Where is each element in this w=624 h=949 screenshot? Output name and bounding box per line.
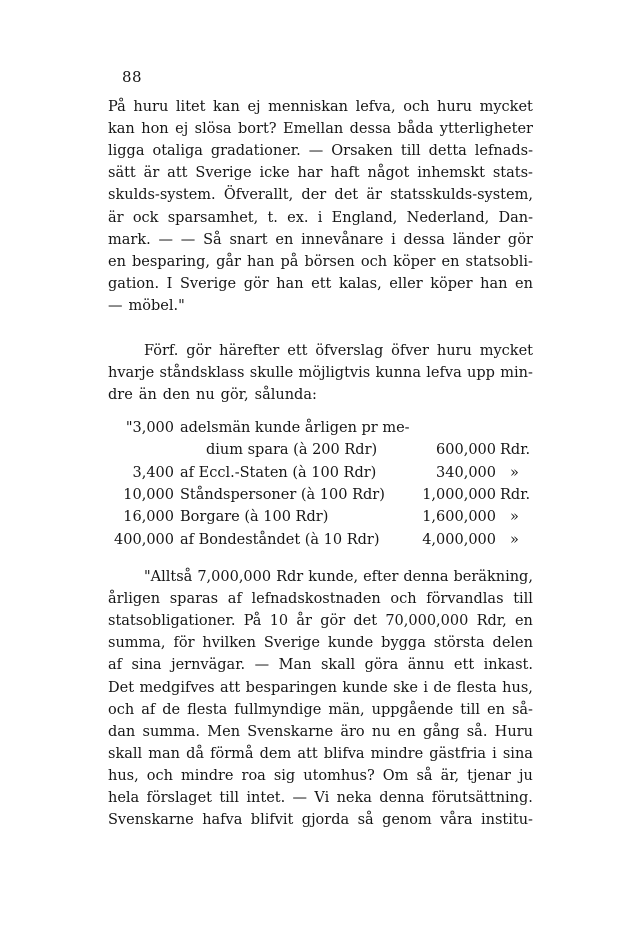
text-line: "Alltså 7,000,000 Rdr kunde, efter denna beräkning,	[144, 569, 533, 585]
text-line: summa, för hvilken Sverige kunde bygga största delen	[108, 635, 533, 652]
table-cell-description: af Eccl.-Staten (à 100 Rdr)	[180, 464, 377, 481]
text-line: gation. I Sverige gör han ett kalas, eller köper han en	[108, 275, 533, 292]
table-cell-unit: Rdr.	[500, 442, 531, 459]
text-line: årligen sparas af lefnadskostnaden och förvandlas till	[108, 591, 533, 608]
text-line: ligga otaliga gradationer. — Orsaken till detta lefnads-	[108, 143, 533, 160]
table-cell-amount: 1,600,000	[422, 509, 496, 526]
table-cell-description: Borgare (à 100 Rdr)	[180, 509, 329, 526]
text-line: af sina jernvägar. — Man skall göra ännu ett inkast.	[108, 657, 533, 674]
table-cell-count: "3,000	[125, 420, 174, 436]
text-line: och af de flesta fullmyndige män, uppgående till en så-	[108, 701, 533, 718]
page-number: 88	[122, 68, 143, 86]
text-line: skall man då förmå dem att blifva mindre gästfria i sina	[108, 745, 533, 762]
table-cell-count: 10,000	[123, 486, 174, 503]
table-cell-count: 400,000	[114, 531, 174, 548]
text-line: dan summa. Men Svenskarne äro nu en gång så. Huru	[108, 723, 533, 740]
text-line: hvarje ståndsklass skulle möjligtvis kunna lefva upp min-	[108, 365, 533, 381]
table-cell-amount: 600,000	[436, 442, 496, 459]
table-cell-unit: »	[510, 531, 519, 548]
table-cell-unit: »	[510, 464, 519, 481]
table-cell-amount: 1,000,000	[422, 486, 496, 503]
table-cell-description: af Bondeståndet (à 10 Rdr)	[180, 531, 380, 548]
table-cell-amount: 340,000	[436, 464, 496, 481]
table-cell-amount: 4,000,000	[422, 531, 496, 548]
table-cell-count: 16,000	[123, 509, 174, 526]
text-line: en besparing, går han på börsen och köper en statsobli-	[108, 253, 533, 270]
text-line: mark. — — Så snart en innevånare i dessa länder gör	[108, 231, 533, 248]
text-line: Svenskarne hafva blifvit gjorda så genom våra institu-	[108, 812, 533, 829]
table-cell-unit: Rdr.	[500, 486, 531, 503]
text-line: hus, och mindre roa sig utomhus? Om så är, tjenar ju	[108, 767, 533, 784]
text-line: kan hon ej slösa bort? Emellan dessa båda ytterligheter	[108, 121, 533, 138]
text-line: statsobligationer. På 10 år gör det 70,000,000 Rdr, en	[108, 613, 533, 630]
text-line: dre än den nu gör, sålunda:	[108, 387, 317, 403]
text-line: skulds-system. Öfverallt, der det är statsskulds-system,	[108, 187, 533, 204]
text-line: sätt är att Sverige icke har haft något inhemskt stats-	[108, 165, 533, 182]
text-line: På huru litet kan ej menniskan lefva, och huru mycket	[108, 99, 533, 115]
table-cell-count: 3,400	[132, 464, 174, 481]
table-cell-description: Ståndspersoner (à 100 Rdr)	[180, 486, 385, 503]
table-cell-description: dium spara (à 200 Rdr)	[206, 442, 378, 459]
text-line: Det medgifves att besparingen kunde ske i de flesta hus,	[108, 679, 533, 696]
text-line: är ock sparsamhet, t. ex. i England, Nederland, Dan-	[108, 209, 533, 226]
text-line: Förf. gör härefter ett öfverslag öfver huru mycket	[144, 343, 533, 359]
text-line: hela förslaget till intet. — Vi neka denna förutsättning.	[108, 790, 533, 806]
table-cell-description: adelsmän kunde årligen pr me-	[180, 420, 410, 436]
text-line: — möbel."	[108, 297, 185, 314]
table-cell-unit: »	[510, 509, 519, 526]
